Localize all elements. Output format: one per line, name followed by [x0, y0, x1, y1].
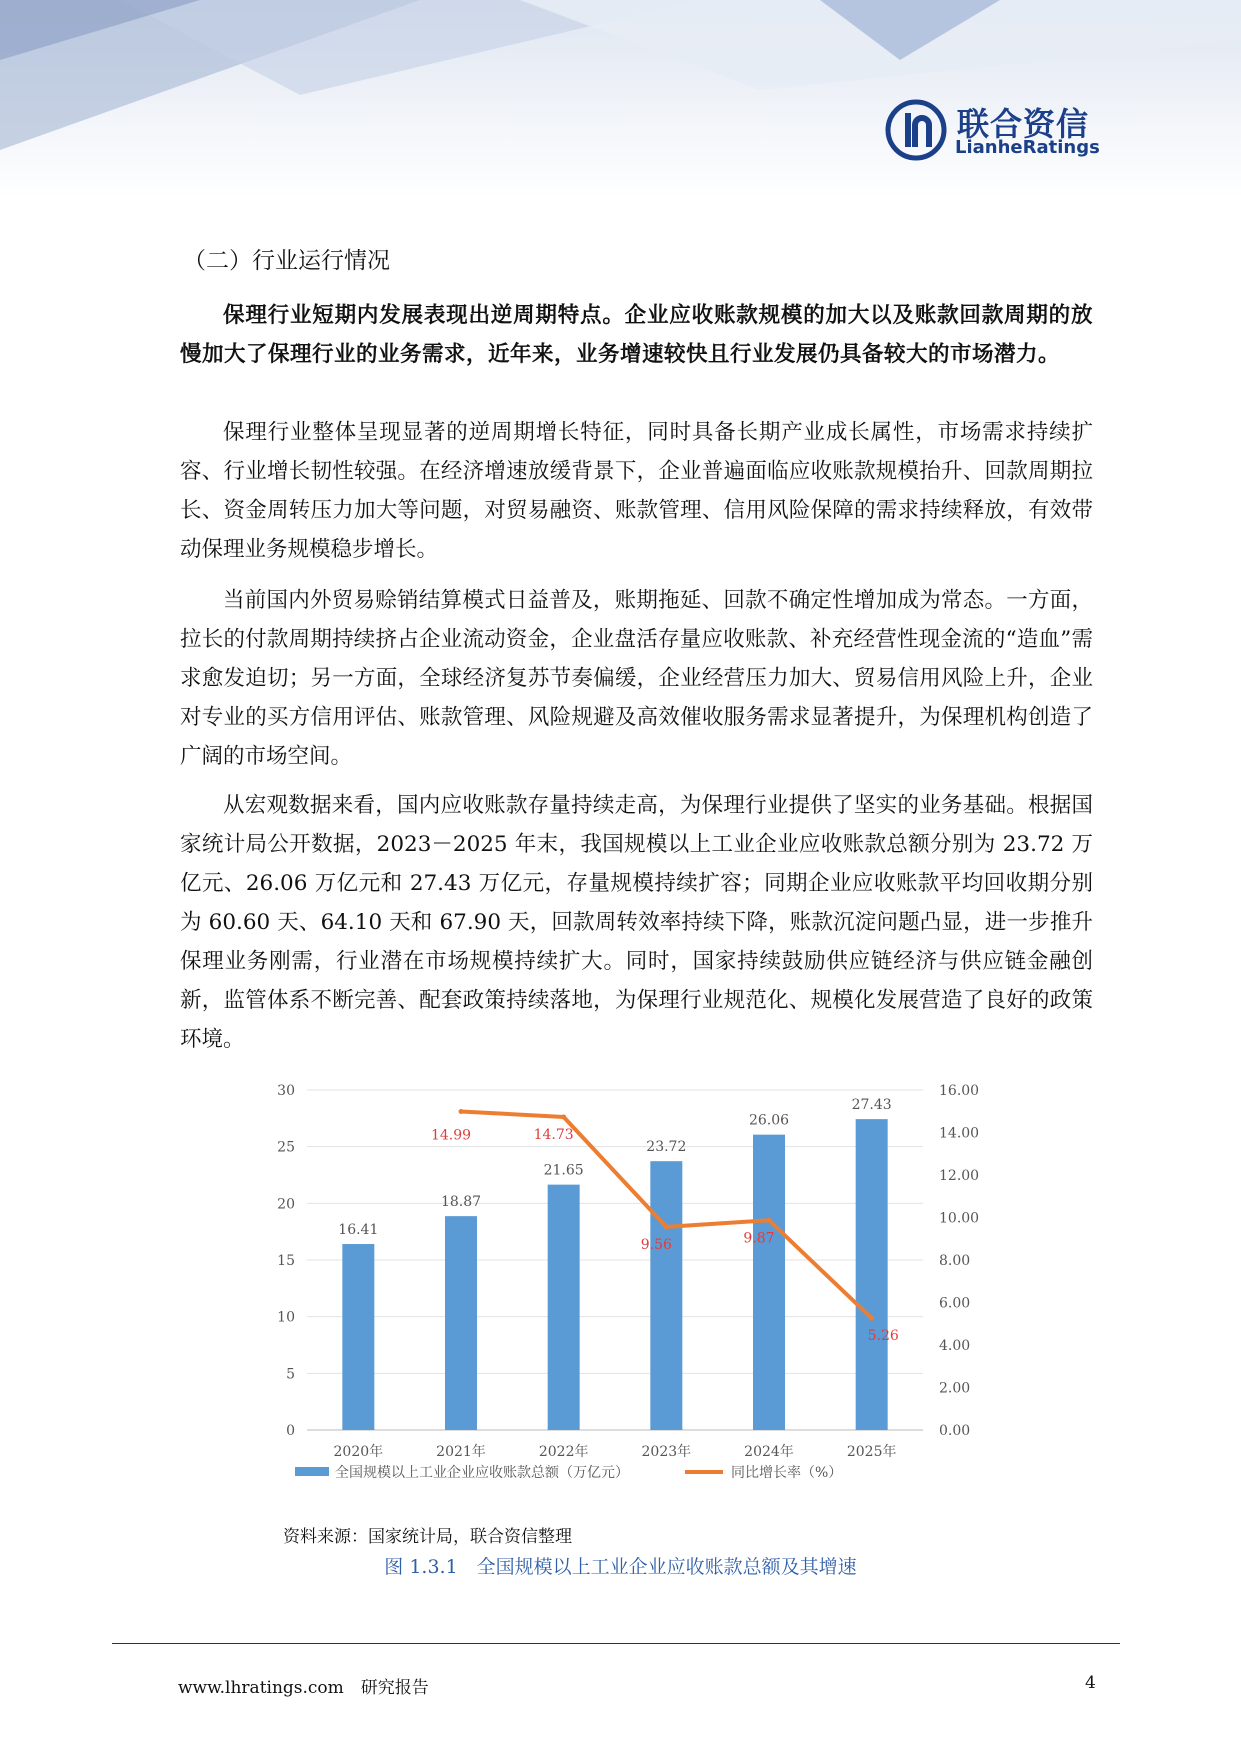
bar-data-label: 23.72 — [646, 1139, 687, 1156]
legend-bar-swatch — [295, 1467, 329, 1476]
x-tick-label: 2025年 — [846, 1444, 897, 1460]
x-tick-label: 2022年 — [538, 1444, 589, 1460]
bar — [856, 1119, 888, 1430]
bar — [445, 1216, 477, 1430]
line-point — [561, 1114, 566, 1119]
logo-name-en: LianheRatings — [955, 137, 1100, 158]
bar-data-label: 21.65 — [543, 1162, 584, 1179]
x-tick-label: 2023年 — [641, 1444, 692, 1460]
bar — [548, 1185, 580, 1430]
line-data-label: 14.73 — [533, 1126, 574, 1143]
bar-data-label: 26.06 — [748, 1112, 790, 1129]
company-logo — [885, 95, 1105, 165]
line-point — [459, 1109, 464, 1114]
y-right-tick-label: 4.00 — [939, 1338, 971, 1354]
bar-data-label: 27.43 — [851, 1097, 892, 1114]
line-data-label: 5.26 — [867, 1328, 899, 1345]
y-left-tick-label: 30 — [277, 1083, 295, 1099]
lianhe-logo-icon — [885, 99, 947, 161]
bar — [650, 1161, 682, 1430]
y-right-tick-label: 14.00 — [939, 1125, 980, 1142]
line-point — [869, 1316, 874, 1321]
line-point — [664, 1224, 669, 1229]
y-left-tick-label: 0 — [286, 1423, 295, 1439]
footer-url: www.lhratings.com 研究报告 — [178, 1678, 429, 1698]
line-data-label: 9.87 — [743, 1230, 775, 1247]
y-left-tick-label: 25 — [277, 1139, 295, 1156]
source-note: 资料来源：国家统计局，联合资信整理 — [283, 1527, 572, 1547]
x-tick-label: 2024年 — [744, 1444, 794, 1460]
y-right-tick-label: 10.00 — [939, 1210, 980, 1227]
section-heading: （二）行业运行情况 — [183, 248, 390, 274]
footer-divider — [112, 1643, 1120, 1644]
y-right-tick-label: 8.00 — [939, 1253, 971, 1269]
receivables-chart — [265, 1080, 985, 1500]
y-left-tick-label: 5 — [286, 1366, 295, 1383]
line-data-label: 14.99 — [430, 1127, 472, 1144]
body-paragraph-3: 从宏观数据来看，国内应收账款存量持续走高，为保理行业提供了坚实的业务基础。根据国家统计局公开数据，2023－2025 年末，我国规模以上工业企业应收账款总额分别为 23.72 万亿元、26.06 万亿元和 27.43 万亿元，存量规模持续扩容；同期企业应收账款平均回收期分别为 60.60 天、64.10 天和 67.90 天，回款周转效率持续下降，账款沉淀问题凸显，进一步推升保理业务刚需，行业潜在市场规模持续扩大。同时，国家持续鼓励供应链经济与供应链金融创新，监管体系不断完善、配套政策持续落地，为保理行业规范化、规模化发展营造了良好的政策环境。 — [180, 793, 1093, 1052]
page-number: 4 — [1085, 1673, 1096, 1693]
body-paragraph-2: 当前国内外贸易赊销结算模式日益普及，账期拖延、回款不确定性增加成为常态。一方面，拉长的付款周期持续挤占企业流动资金，企业盘活存量应收账款、补充经营性现金流的“造血”需求愈发迫切；另一方面，全球经济复苏节奏偏缓，企业经营压力加大、贸易信用风险上升，企业对专业的买方信用评估、账款管理、风险规避及高效催收服务需求显著提升，为保理机构创造了广阔的市场空间。 — [180, 588, 1093, 769]
y-right-tick-label: 12.00 — [939, 1168, 980, 1184]
body-paragraph-1: 保理行业整体呈现显著的逆周期增长特征，同时具备长期产业成长属性，市场需求持续扩容、行业增长韧性较强。在经济增速放缓背景下，企业普遍面临应收账款规模抬升、回款周期拉长、资金周转压力加大等问题，对贸易融资、账款管理、信用风险保障的需求持续释放，有效带动保理业务规模稳步增长。 — [180, 420, 1093, 562]
logo-name-cn: 联合资信 — [957, 105, 1090, 143]
y-left-tick-label: 10 — [277, 1309, 295, 1326]
y-right-tick-label: 2.00 — [939, 1380, 971, 1397]
y-right-tick-label: 16.00 — [939, 1083, 980, 1099]
bar-data-label: 16.41 — [338, 1222, 379, 1239]
bar-data-label: 18.87 — [440, 1194, 482, 1211]
line-point — [767, 1218, 772, 1223]
y-left-tick-label: 20 — [277, 1196, 295, 1213]
summary-paragraph: 保理行业短期内发展表现出逆周期特点。企业应收账款规模的加大以及账款回款周期的放慢加大了保理行业的业务需求，近年来，业务增速较快且行业发展仍具备较大的市场潜力。 — [180, 303, 1093, 367]
bar — [753, 1135, 785, 1430]
y-right-tick-label: 0.00 — [939, 1423, 971, 1439]
x-tick-label: 2020年 — [333, 1444, 384, 1460]
legend-bar-label: 全国规模以上工业企业应收账款总额（万亿元） — [335, 1465, 629, 1481]
bar — [342, 1244, 374, 1430]
legend-line-label: 同比增长率（%） — [731, 1465, 843, 1481]
figure-caption: 图 1.3.1 全国规模以上工业企业应收账款总额及其增速 — [384, 1556, 857, 1578]
line-data-label: 9.56 — [640, 1236, 672, 1253]
y-right-tick-label: 6.00 — [939, 1295, 971, 1312]
y-left-tick-label: 15 — [277, 1253, 295, 1269]
x-tick-label: 2021年 — [436, 1444, 486, 1460]
